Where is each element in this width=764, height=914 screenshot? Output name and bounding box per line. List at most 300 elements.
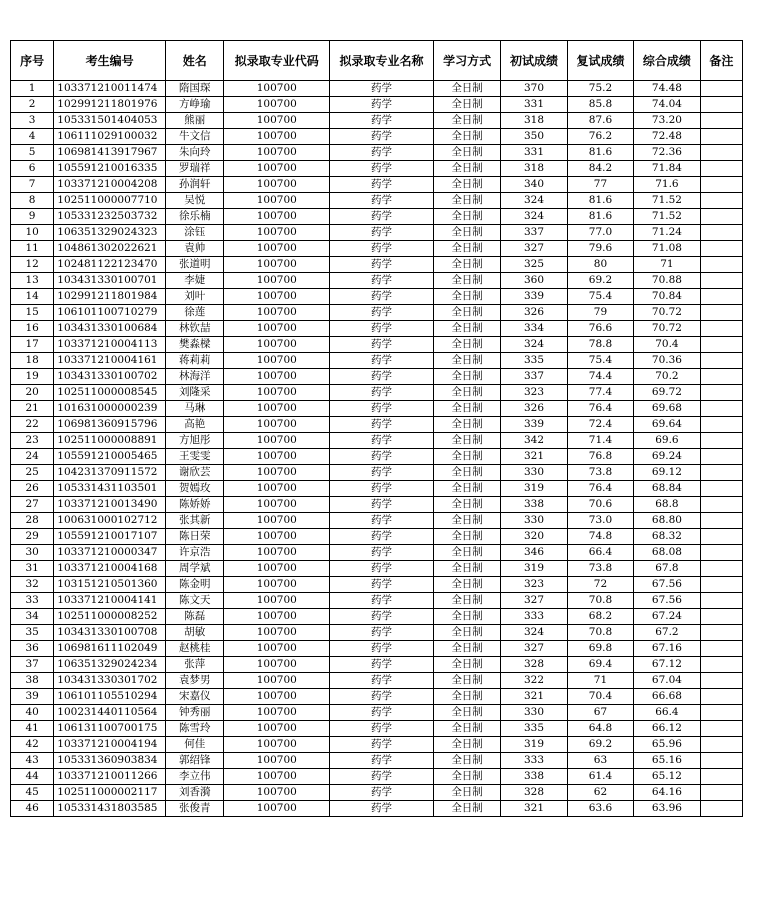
cell-retest-score: 87.6 bbox=[567, 113, 633, 129]
table-row bbox=[11, 705, 743, 721]
cell-retest-score: 64.8 bbox=[567, 721, 633, 737]
cell-initial-score: 326 bbox=[501, 401, 567, 417]
cell-retest-score: 76.4 bbox=[567, 481, 633, 497]
cell-major-code: 100700 bbox=[224, 721, 330, 737]
cell-total-score: 67.04 bbox=[634, 673, 700, 689]
cell-initial-score: 324 bbox=[501, 209, 567, 225]
cell-total-score: 69.24 bbox=[634, 449, 700, 465]
cell-total-score: 66.4 bbox=[634, 705, 700, 721]
cell-major-code: 100700 bbox=[224, 193, 330, 209]
cell-major-code: 100700 bbox=[224, 273, 330, 289]
cell-remark bbox=[700, 369, 742, 385]
cell-total-score: 67.16 bbox=[634, 641, 700, 657]
cell-retest-score: 81.6 bbox=[567, 145, 633, 161]
cell-remark bbox=[700, 785, 742, 801]
cell-retest-score: 72.4 bbox=[567, 417, 633, 433]
cell-retest-score: 72 bbox=[567, 577, 633, 593]
cell-major-name: 药学 bbox=[330, 577, 434, 593]
cell-total-score: 70.2 bbox=[634, 369, 700, 385]
cell-total-score: 71.84 bbox=[634, 161, 700, 177]
cell-name: 谢欣芸 bbox=[166, 465, 224, 481]
cell-retest-score: 81.6 bbox=[567, 209, 633, 225]
cell-retest-score: 76.2 bbox=[567, 129, 633, 145]
cell-name: 许京浩 bbox=[166, 545, 224, 561]
cell-major-code: 100700 bbox=[224, 209, 330, 225]
cell-major-name: 药学 bbox=[330, 737, 434, 753]
cell-seq: 36 bbox=[11, 641, 54, 657]
cell-retest-score: 77.0 bbox=[567, 225, 633, 241]
cell-total-score: 71.6 bbox=[634, 177, 700, 193]
cell-study-mode: 全日制 bbox=[433, 433, 500, 449]
table-header bbox=[11, 41, 743, 81]
cell-exam-id: 102511000007710 bbox=[54, 193, 166, 209]
cell-seq: 5 bbox=[11, 145, 54, 161]
table-row bbox=[11, 129, 743, 145]
cell-major-name: 药学 bbox=[330, 593, 434, 609]
cell-study-mode: 全日制 bbox=[433, 689, 500, 705]
cell-retest-score: 70.4 bbox=[567, 689, 633, 705]
cell-major-code: 100700 bbox=[224, 401, 330, 417]
header-remark: 备注 bbox=[700, 41, 742, 81]
cell-retest-score: 73.0 bbox=[567, 513, 633, 529]
cell-exam-id: 102481122123470 bbox=[54, 257, 166, 273]
cell-study-mode: 全日制 bbox=[433, 801, 500, 817]
cell-major-name: 药学 bbox=[330, 113, 434, 129]
cell-major-code: 100700 bbox=[224, 337, 330, 353]
cell-initial-score: 327 bbox=[501, 593, 567, 609]
cell-seq: 12 bbox=[11, 257, 54, 273]
cell-seq: 39 bbox=[11, 689, 54, 705]
cell-remark bbox=[700, 529, 742, 545]
cell-seq: 38 bbox=[11, 673, 54, 689]
cell-seq: 31 bbox=[11, 561, 54, 577]
cell-retest-score: 69.8 bbox=[567, 641, 633, 657]
header-major-name: 拟录取专业名称 bbox=[330, 41, 434, 81]
cell-name: 袁梦男 bbox=[166, 673, 224, 689]
cell-exam-id: 105331431803585 bbox=[54, 801, 166, 817]
cell-remark bbox=[700, 273, 742, 289]
cell-seq: 25 bbox=[11, 465, 54, 481]
cell-study-mode: 全日制 bbox=[433, 673, 500, 689]
cell-remark bbox=[700, 337, 742, 353]
cell-total-score: 70.72 bbox=[634, 321, 700, 337]
cell-name: 陈娇娇 bbox=[166, 497, 224, 513]
cell-study-mode: 全日制 bbox=[433, 177, 500, 193]
cell-initial-score: 370 bbox=[501, 81, 567, 97]
cell-total-score: 69.6 bbox=[634, 433, 700, 449]
cell-exam-id: 106351329024323 bbox=[54, 225, 166, 241]
cell-name: 郭绍锋 bbox=[166, 753, 224, 769]
cell-seq: 2 bbox=[11, 97, 54, 113]
cell-remark bbox=[700, 689, 742, 705]
table-row bbox=[11, 577, 743, 593]
cell-exam-id: 100631000102712 bbox=[54, 513, 166, 529]
cell-initial-score: 326 bbox=[501, 305, 567, 321]
table-row bbox=[11, 97, 743, 113]
cell-remark bbox=[700, 193, 742, 209]
cell-exam-id: 102991211801976 bbox=[54, 97, 166, 113]
cell-major-code: 100700 bbox=[224, 129, 330, 145]
cell-name: 陈雪玲 bbox=[166, 721, 224, 737]
cell-initial-score: 339 bbox=[501, 289, 567, 305]
cell-seq: 27 bbox=[11, 497, 54, 513]
cell-seq: 16 bbox=[11, 321, 54, 337]
cell-name: 胡敏 bbox=[166, 625, 224, 641]
cell-major-code: 100700 bbox=[224, 417, 330, 433]
cell-name: 陈磊 bbox=[166, 609, 224, 625]
cell-study-mode: 全日制 bbox=[433, 337, 500, 353]
cell-name: 吴悦 bbox=[166, 193, 224, 209]
cell-major-name: 药学 bbox=[330, 497, 434, 513]
cell-retest-score: 79 bbox=[567, 305, 633, 321]
cell-major-name: 药学 bbox=[330, 129, 434, 145]
cell-name: 高艳 bbox=[166, 417, 224, 433]
cell-total-score: 70.72 bbox=[634, 305, 700, 321]
cell-exam-id: 105591210016335 bbox=[54, 161, 166, 177]
cell-study-mode: 全日制 bbox=[433, 321, 500, 337]
cell-total-score: 71 bbox=[634, 257, 700, 273]
cell-seq: 23 bbox=[11, 433, 54, 449]
cell-initial-score: 328 bbox=[501, 657, 567, 673]
cell-name: 周学斌 bbox=[166, 561, 224, 577]
cell-remark bbox=[700, 289, 742, 305]
cell-exam-id: 105331360903834 bbox=[54, 753, 166, 769]
cell-exam-id: 105331501404053 bbox=[54, 113, 166, 129]
cell-initial-score: 327 bbox=[501, 241, 567, 257]
cell-retest-score: 63 bbox=[567, 753, 633, 769]
table-row bbox=[11, 673, 743, 689]
cell-total-score: 64.16 bbox=[634, 785, 700, 801]
cell-name: 徐乐楠 bbox=[166, 209, 224, 225]
cell-total-score: 66.12 bbox=[634, 721, 700, 737]
cell-initial-score: 334 bbox=[501, 321, 567, 337]
table-row bbox=[11, 785, 743, 801]
cell-study-mode: 全日制 bbox=[433, 657, 500, 673]
cell-remark bbox=[700, 385, 742, 401]
cell-study-mode: 全日制 bbox=[433, 465, 500, 481]
cell-seq: 9 bbox=[11, 209, 54, 225]
cell-study-mode: 全日制 bbox=[433, 769, 500, 785]
cell-total-score: 72.36 bbox=[634, 145, 700, 161]
cell-study-mode: 全日制 bbox=[433, 113, 500, 129]
cell-name: 蒋莉莉 bbox=[166, 353, 224, 369]
cell-major-name: 药学 bbox=[330, 401, 434, 417]
cell-seq: 35 bbox=[11, 625, 54, 641]
cell-major-name: 药学 bbox=[330, 545, 434, 561]
cell-study-mode: 全日制 bbox=[433, 545, 500, 561]
cell-initial-score: 346 bbox=[501, 545, 567, 561]
table-row bbox=[11, 561, 743, 577]
cell-major-code: 100700 bbox=[224, 785, 330, 801]
cell-total-score: 71.52 bbox=[634, 209, 700, 225]
cell-major-code: 100700 bbox=[224, 769, 330, 785]
cell-seq: 43 bbox=[11, 753, 54, 769]
cell-name: 方峥瑜 bbox=[166, 97, 224, 113]
cell-total-score: 73.20 bbox=[634, 113, 700, 129]
cell-exam-id: 103371210004168 bbox=[54, 561, 166, 577]
cell-initial-score: 322 bbox=[501, 673, 567, 689]
cell-major-code: 100700 bbox=[224, 353, 330, 369]
cell-name: 方旭彤 bbox=[166, 433, 224, 449]
cell-major-name: 药学 bbox=[330, 337, 434, 353]
cell-exam-id: 103371210000347 bbox=[54, 545, 166, 561]
cell-major-name: 药学 bbox=[330, 273, 434, 289]
cell-total-score: 74.48 bbox=[634, 81, 700, 97]
cell-major-code: 100700 bbox=[224, 609, 330, 625]
cell-remark bbox=[700, 753, 742, 769]
cell-retest-score: 76.8 bbox=[567, 449, 633, 465]
cell-initial-score: 360 bbox=[501, 273, 567, 289]
cell-total-score: 68.8 bbox=[634, 497, 700, 513]
cell-seq: 11 bbox=[11, 241, 54, 257]
cell-study-mode: 全日制 bbox=[433, 161, 500, 177]
cell-seq: 28 bbox=[11, 513, 54, 529]
cell-initial-score: 319 bbox=[501, 481, 567, 497]
table-row bbox=[11, 433, 743, 449]
cell-study-mode: 全日制 bbox=[433, 641, 500, 657]
table-row bbox=[11, 609, 743, 625]
cell-major-name: 药学 bbox=[330, 753, 434, 769]
cell-major-code: 100700 bbox=[224, 369, 330, 385]
cell-seq: 30 bbox=[11, 545, 54, 561]
table-body bbox=[11, 81, 743, 817]
cell-seq: 21 bbox=[11, 401, 54, 417]
cell-retest-score: 69.2 bbox=[567, 737, 633, 753]
cell-initial-score: 319 bbox=[501, 737, 567, 753]
cell-exam-id: 103371210004141 bbox=[54, 593, 166, 609]
cell-exam-id: 103431330100684 bbox=[54, 321, 166, 337]
cell-remark bbox=[700, 481, 742, 497]
cell-name: 林海洋 bbox=[166, 369, 224, 385]
cell-major-name: 药学 bbox=[330, 81, 434, 97]
cell-seq: 33 bbox=[11, 593, 54, 609]
cell-major-name: 药学 bbox=[330, 561, 434, 577]
cell-seq: 40 bbox=[11, 705, 54, 721]
cell-exam-id: 106981360915796 bbox=[54, 417, 166, 433]
cell-exam-id: 105331431103501 bbox=[54, 481, 166, 497]
cell-seq: 1 bbox=[11, 81, 54, 97]
cell-remark bbox=[700, 161, 742, 177]
cell-remark bbox=[700, 401, 742, 417]
cell-exam-id: 106981413917967 bbox=[54, 145, 166, 161]
cell-study-mode: 全日制 bbox=[433, 225, 500, 241]
table-row bbox=[11, 273, 743, 289]
cell-study-mode: 全日制 bbox=[433, 369, 500, 385]
cell-name: 林钦喆 bbox=[166, 321, 224, 337]
cell-initial-score: 338 bbox=[501, 497, 567, 513]
cell-major-code: 100700 bbox=[224, 673, 330, 689]
table-row bbox=[11, 353, 743, 369]
cell-name: 涂钰 bbox=[166, 225, 224, 241]
cell-major-code: 100700 bbox=[224, 801, 330, 817]
cell-exam-id: 102511000008891 bbox=[54, 433, 166, 449]
cell-remark bbox=[700, 321, 742, 337]
cell-major-code: 100700 bbox=[224, 81, 330, 97]
cell-exam-id: 104861302022621 bbox=[54, 241, 166, 257]
header-seq: 序号 bbox=[11, 41, 54, 81]
cell-name: 刘叶 bbox=[166, 289, 224, 305]
cell-study-mode: 全日制 bbox=[433, 513, 500, 529]
cell-name: 刘香漪 bbox=[166, 785, 224, 801]
cell-remark bbox=[700, 769, 742, 785]
cell-remark bbox=[700, 497, 742, 513]
cell-major-code: 100700 bbox=[224, 481, 330, 497]
table-row bbox=[11, 289, 743, 305]
cell-initial-score: 330 bbox=[501, 465, 567, 481]
cell-major-name: 药学 bbox=[330, 161, 434, 177]
cell-major-code: 100700 bbox=[224, 97, 330, 113]
cell-total-score: 71.52 bbox=[634, 193, 700, 209]
cell-exam-id: 106981611102049 bbox=[54, 641, 166, 657]
cell-remark bbox=[700, 433, 742, 449]
cell-major-name: 药学 bbox=[330, 369, 434, 385]
cell-study-mode: 全日制 bbox=[433, 97, 500, 113]
cell-seq: 13 bbox=[11, 273, 54, 289]
cell-study-mode: 全日制 bbox=[433, 385, 500, 401]
admission-list-table bbox=[10, 40, 743, 817]
header-total-score: 综合成绩 bbox=[634, 41, 700, 81]
table-row bbox=[11, 241, 743, 257]
cell-initial-score: 321 bbox=[501, 689, 567, 705]
cell-retest-score: 75.4 bbox=[567, 289, 633, 305]
cell-exam-id: 104231370911572 bbox=[54, 465, 166, 481]
cell-retest-score: 85.8 bbox=[567, 97, 633, 113]
cell-seq: 42 bbox=[11, 737, 54, 753]
cell-name: 赵桃桂 bbox=[166, 641, 224, 657]
cell-total-score: 67.12 bbox=[634, 657, 700, 673]
cell-name: 刘隆采 bbox=[166, 385, 224, 401]
cell-remark bbox=[700, 641, 742, 657]
table-row bbox=[11, 257, 743, 273]
cell-major-name: 药学 bbox=[330, 145, 434, 161]
cell-exam-id: 103371210004161 bbox=[54, 353, 166, 369]
cell-initial-score: 325 bbox=[501, 257, 567, 273]
cell-remark bbox=[700, 353, 742, 369]
cell-exam-id: 106131100700175 bbox=[54, 721, 166, 737]
cell-name: 陈文天 bbox=[166, 593, 224, 609]
cell-initial-score: 323 bbox=[501, 577, 567, 593]
table-row bbox=[11, 641, 743, 657]
cell-exam-id: 105591210017107 bbox=[54, 529, 166, 545]
table-row bbox=[11, 721, 743, 737]
cell-remark bbox=[700, 81, 742, 97]
cell-remark bbox=[700, 113, 742, 129]
cell-major-code: 100700 bbox=[224, 753, 330, 769]
cell-study-mode: 全日制 bbox=[433, 401, 500, 417]
cell-initial-score: 337 bbox=[501, 225, 567, 241]
table-row bbox=[11, 545, 743, 561]
cell-seq: 45 bbox=[11, 785, 54, 801]
cell-study-mode: 全日制 bbox=[433, 577, 500, 593]
cell-remark bbox=[700, 673, 742, 689]
cell-major-code: 100700 bbox=[224, 689, 330, 705]
cell-exam-id: 103431330301702 bbox=[54, 673, 166, 689]
cell-retest-score: 71 bbox=[567, 673, 633, 689]
table-row bbox=[11, 769, 743, 785]
cell-remark bbox=[700, 225, 742, 241]
cell-seq: 7 bbox=[11, 177, 54, 193]
table-row bbox=[11, 113, 743, 129]
cell-total-score: 71.08 bbox=[634, 241, 700, 257]
cell-retest-score: 75.4 bbox=[567, 353, 633, 369]
cell-major-code: 100700 bbox=[224, 625, 330, 641]
cell-study-mode: 全日制 bbox=[433, 145, 500, 161]
table-row bbox=[11, 801, 743, 817]
cell-major-name: 药学 bbox=[330, 241, 434, 257]
cell-study-mode: 全日制 bbox=[433, 497, 500, 513]
cell-name: 徐莲 bbox=[166, 305, 224, 321]
cell-study-mode: 全日制 bbox=[433, 417, 500, 433]
cell-retest-score: 79.6 bbox=[567, 241, 633, 257]
cell-total-score: 67.56 bbox=[634, 593, 700, 609]
cell-seq: 18 bbox=[11, 353, 54, 369]
cell-total-score: 68.32 bbox=[634, 529, 700, 545]
cell-major-code: 100700 bbox=[224, 561, 330, 577]
cell-total-score: 65.12 bbox=[634, 769, 700, 785]
table-row bbox=[11, 321, 743, 337]
cell-major-name: 药学 bbox=[330, 305, 434, 321]
cell-retest-score: 61.4 bbox=[567, 769, 633, 785]
cell-seq: 32 bbox=[11, 577, 54, 593]
cell-major-name: 药学 bbox=[330, 257, 434, 273]
cell-exam-id: 105591210005465 bbox=[54, 449, 166, 465]
cell-seq: 6 bbox=[11, 161, 54, 177]
cell-initial-score: 323 bbox=[501, 385, 567, 401]
table-row bbox=[11, 177, 743, 193]
cell-major-name: 药学 bbox=[330, 529, 434, 545]
cell-remark bbox=[700, 625, 742, 641]
table-row bbox=[11, 689, 743, 705]
table-row bbox=[11, 497, 743, 513]
cell-total-score: 67.24 bbox=[634, 609, 700, 625]
cell-name: 张俊青 bbox=[166, 801, 224, 817]
cell-major-code: 100700 bbox=[224, 145, 330, 161]
cell-seq: 46 bbox=[11, 801, 54, 817]
cell-retest-score: 71.4 bbox=[567, 433, 633, 449]
cell-major-name: 药学 bbox=[330, 289, 434, 305]
cell-retest-score: 62 bbox=[567, 785, 633, 801]
cell-major-code: 100700 bbox=[224, 177, 330, 193]
cell-total-score: 67.2 bbox=[634, 625, 700, 641]
cell-seq: 3 bbox=[11, 113, 54, 129]
cell-name: 钟秀丽 bbox=[166, 705, 224, 721]
cell-retest-score: 73.8 bbox=[567, 561, 633, 577]
cell-total-score: 65.16 bbox=[634, 753, 700, 769]
cell-major-code: 100700 bbox=[224, 737, 330, 753]
cell-seq: 14 bbox=[11, 289, 54, 305]
cell-initial-score: 337 bbox=[501, 369, 567, 385]
cell-study-mode: 全日制 bbox=[433, 353, 500, 369]
cell-remark bbox=[700, 609, 742, 625]
cell-name: 陈日荣 bbox=[166, 529, 224, 545]
table-row bbox=[11, 417, 743, 433]
cell-initial-score: 321 bbox=[501, 801, 567, 817]
cell-major-code: 100700 bbox=[224, 433, 330, 449]
cell-name: 张萍 bbox=[166, 657, 224, 673]
cell-exam-id: 100231440110564 bbox=[54, 705, 166, 721]
cell-seq: 24 bbox=[11, 449, 54, 465]
cell-major-code: 100700 bbox=[224, 497, 330, 513]
cell-initial-score: 324 bbox=[501, 193, 567, 209]
cell-initial-score: 342 bbox=[501, 433, 567, 449]
cell-retest-score: 70.6 bbox=[567, 497, 633, 513]
cell-major-name: 药学 bbox=[330, 705, 434, 721]
cell-initial-score: 321 bbox=[501, 449, 567, 465]
cell-retest-score: 76.6 bbox=[567, 321, 633, 337]
cell-seq: 15 bbox=[11, 305, 54, 321]
cell-exam-id: 101631000000239 bbox=[54, 401, 166, 417]
cell-retest-score: 70.8 bbox=[567, 593, 633, 609]
